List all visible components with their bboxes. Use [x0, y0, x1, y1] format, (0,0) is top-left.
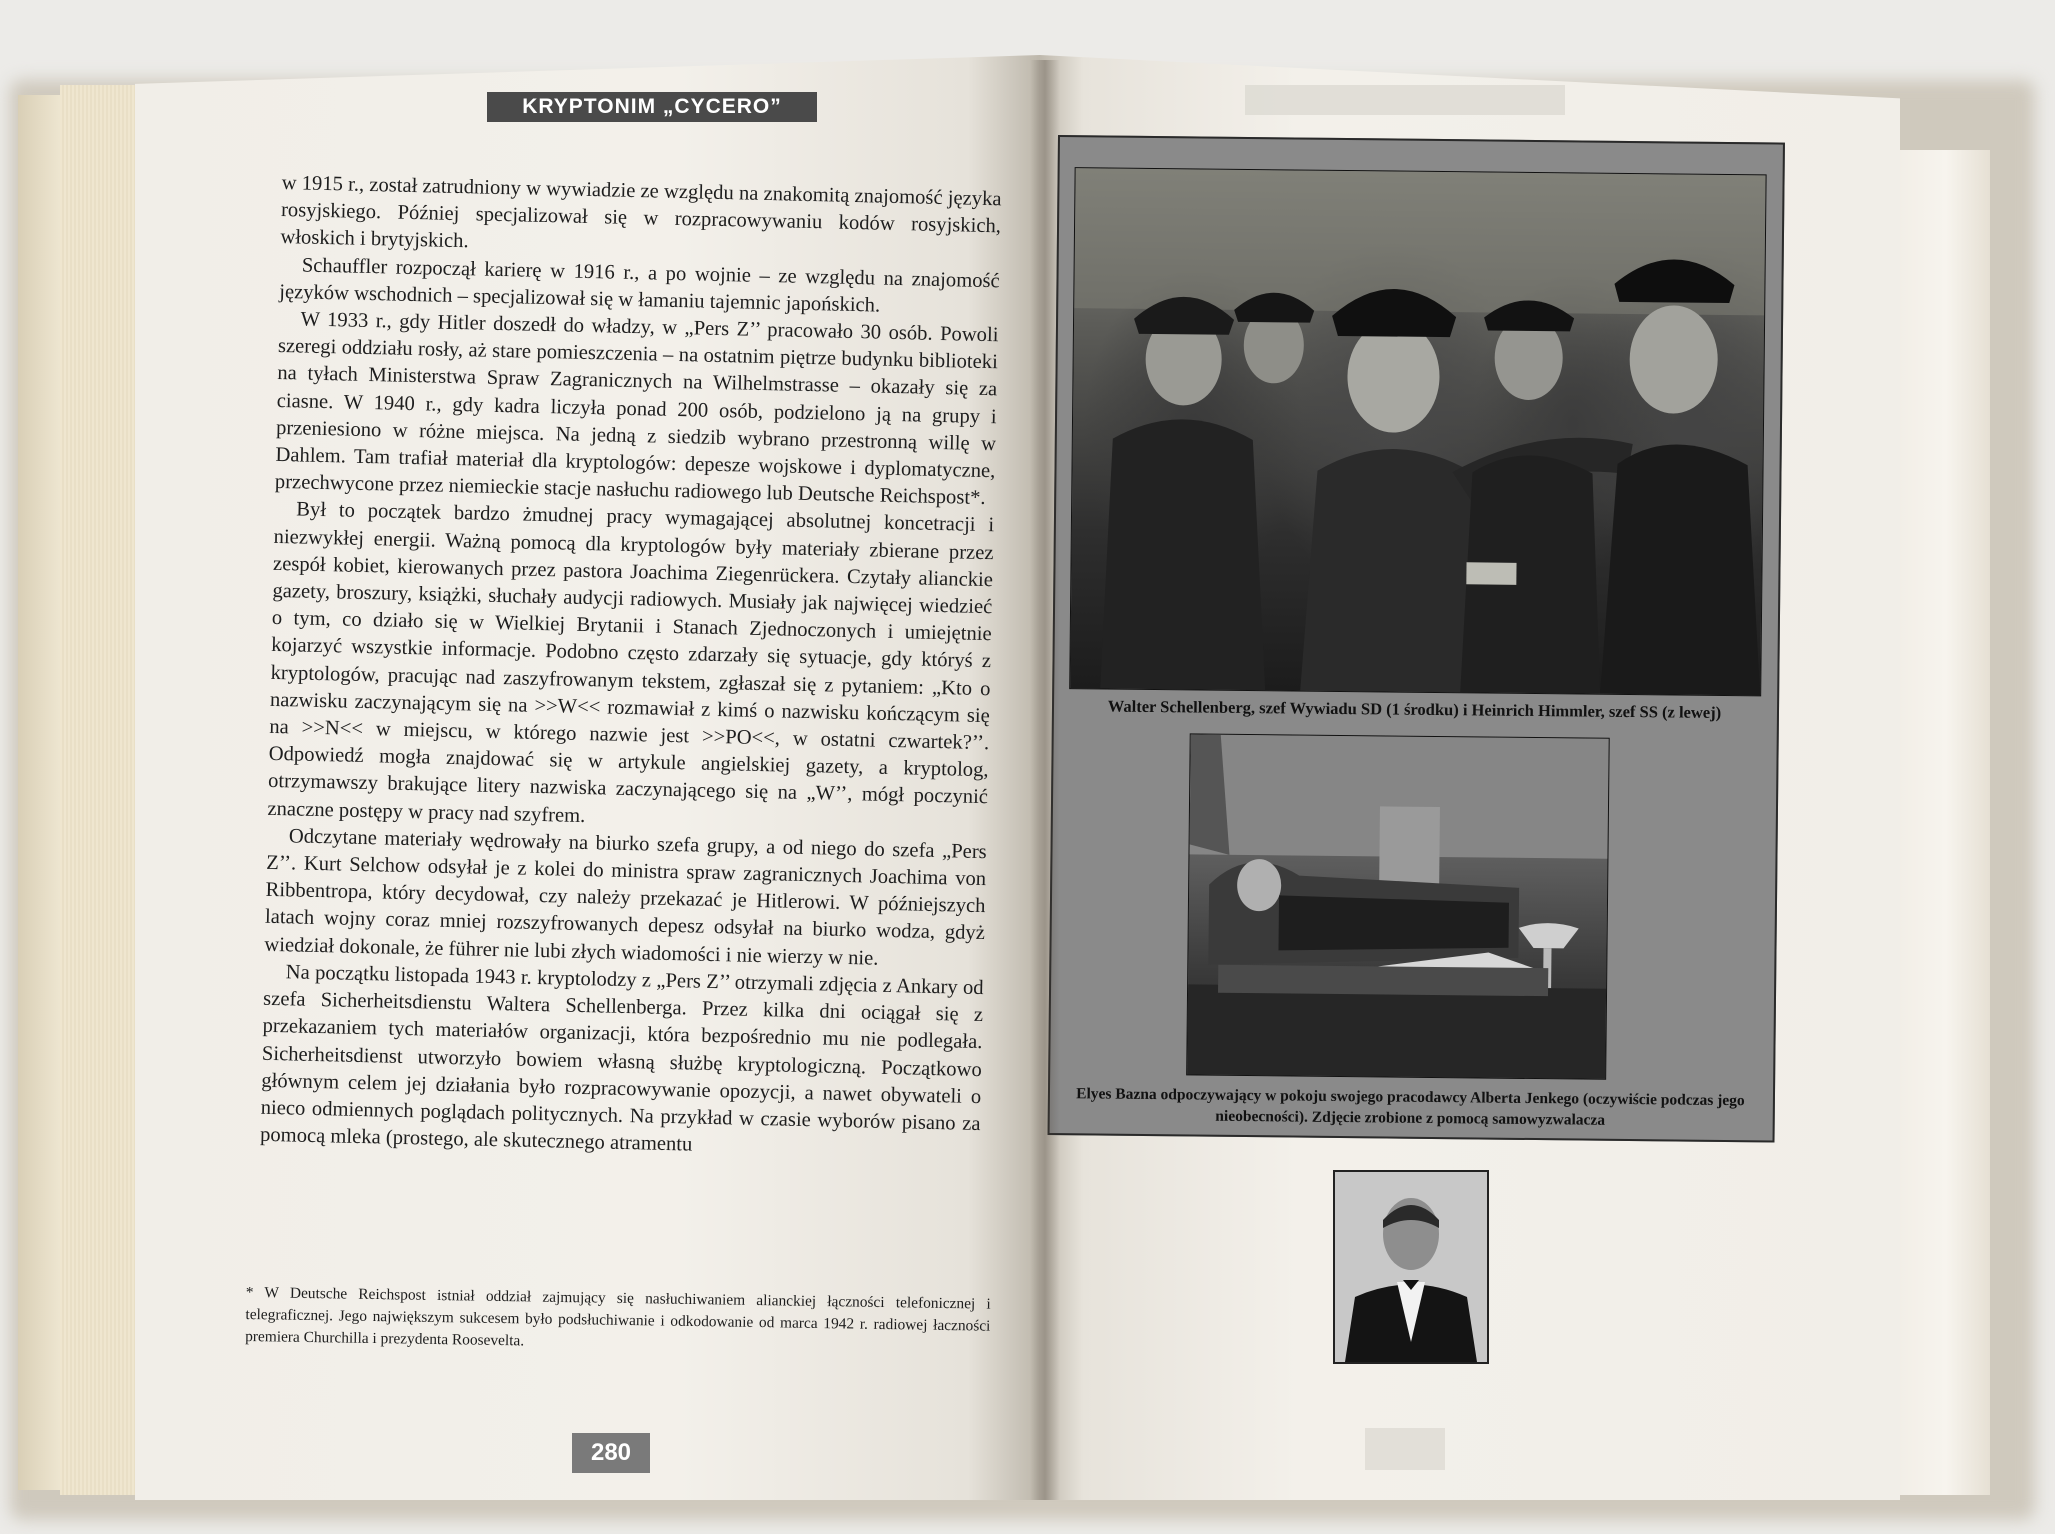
- paragraph: Był to początek bardzo żmudnej pracy wymagającej absolutnej koncetracji i niezwykłej energii. Ważną pomocą dla kryptologów były materiały zbierane przez zespół kobiet, kierowanych przez pastora Joachima Ziegenrückera. Czytały alianckie gazety, broszury, książki, słuchały audycji radiowych. Musiały jak najwięcej wiedzieć o tym, co działo się w Wielkiej Brytanii i Stanach Zjednoczonych i umiejętnie kojarzyć wszystkie informacje. Podobno często zdarzały się sytuacje, gdy któryś z kryptologów, pracując nad zaszyfrowanym tekstem, zgłaszał się z pytaniem: „Kto o nazwisku zaczynającym się na >>W<< rozmawiał z kimś o nazwisku kończącym się na >>N<< w miejscu, w którego nazwie jest >>PO<<, w ostatni czwartek?’’. Odpowiedź mogła znajdować się w artykule angielskiej gazety, a kryptolog, otrzymawszy brakujące litery nazwiska zaczynającego się na „W’’, mógł poczynić znaczne postępy w pracy nad szyfrem.: [267, 498, 995, 827]
- page-number: 280: [572, 1433, 650, 1473]
- photo-panel: [1048, 135, 1785, 1143]
- paragraph: W 1933 r., gdy Hitler doszedł do władzy, w „Pers Z’’ pracowało 30 osób. Powoli szeregi oddziału rosły, aż stare pomieszczenia – na ostatnim piętrze budynku biblioteki na tyłach Ministerstwa Spraw Zagranicznych na Wilhelmstrasse – okazały się za ciasne. W 1940 r., gdy kadra liczyła ponad 200 osób, podzielono ją na grupy i przeniesiono w różne miejsca. Na jedną z siedzib wybrano przestronną willę w Dahlem. Tam trafiał materiał dla kryptologów: depesze wojskowe i dyplomatyczne, przechwycone przez niemieckie stacje nasłuchu radiowego lub Deutsche Reichspost*.: [274, 308, 999, 510]
- book-gutter: [1030, 60, 1060, 1500]
- footnote: * W Deutsche Reichspost istniał oddział zajmujący się nasłuchiwaniem alianckiej łączności telefonicznej i telegraficznej. Jego największym sukcesem było podsłuchiwanie i odkodowanie od marca 1942 r. radiowej łaczności premiera Churchilla i prezydenta Roosevelta.: [245, 1283, 991, 1350]
- faded-running-head: [1245, 85, 1565, 115]
- photo-caption: Walter Schellenberg, szef Wywiadu SD (1 środku) i Heinrich Himmler, szef SS (z lewej): [1107, 696, 1722, 722]
- photo-officers: [1069, 167, 1766, 696]
- officers-illustration: [1070, 168, 1765, 695]
- faded-page-number: [1365, 1428, 1445, 1470]
- photo-bazna-resting: [1186, 733, 1610, 1079]
- body-text: [260, 170, 1002, 1165]
- paragraph: Schauffler rozpoczął karierę w 1916 r., a po wojnie – ze względu na znajomość języków wschodnich – specjalizował się w łamaniu tajemnic japońskich.: [278, 254, 1000, 317]
- portrait-illustration: [1335, 1172, 1487, 1362]
- photo-portrait: [1333, 1170, 1489, 1364]
- photo-caption: Elyes Bazna odpoczywający w pokoju swojego pracodawcy Alberta Jenkego (oczywiście podczas jego nieobecności). Zdjęcie zrobione z pomocą samowyzwalacza: [1076, 1085, 1745, 1129]
- paragraph: w 1915 r., został zatrudniony w wywiadzie ze względu na znakomitą znajomość języka rosyjskiego. Później specjalizował się w rozpracowywaniu kodów rosyjskich, włoskich i brytyjskich.: [280, 171, 1002, 253]
- paragraph: Odczytane materiały wędrowały na biurko szefa grupy, a od niego do szefa „Pers Z’’. Kurt Selchow odsyłał je z kolei do ministra spraw zagranicznych Joachima von Ribbentropa, który decydował, czy należy przekazać je Hitlerowi. W późniejszych latach wojny coraz mniej rozszyfrowanych depesz odsyłał na biurko wodza, gdyż wiedział dokonale, że führer nie lubi złych wiadomości i nie wierzy w nie.: [264, 825, 987, 970]
- paragraph: Na początku listopada 1943 r. kryptolodzy z „Pers Z’’ otrzymali zdjęcia z Ankary od szefa Sicherheitsdienstu Waltera Schellenberga. Przez kilka dni ociągał się z przekazaniem tych materiałów organizacji, która bezpośrednio mu nie podlegała. Sicherheitsdienst utworzyło bowiem własną służbę kryptologiczną. Początkowo głównym celem jej działania było rozpracowywanie opozycji, a nawet obywateli o nieco odmiennych poglądach politycznych. Na przykład w czasie wyborów pisano za pomocą mleka (prostego, ale skutecznego atramentu: [259, 961, 984, 1156]
- running-head: KRYPTONIM „CYCERO”: [487, 92, 817, 122]
- resting-illustration: [1187, 734, 1609, 1078]
